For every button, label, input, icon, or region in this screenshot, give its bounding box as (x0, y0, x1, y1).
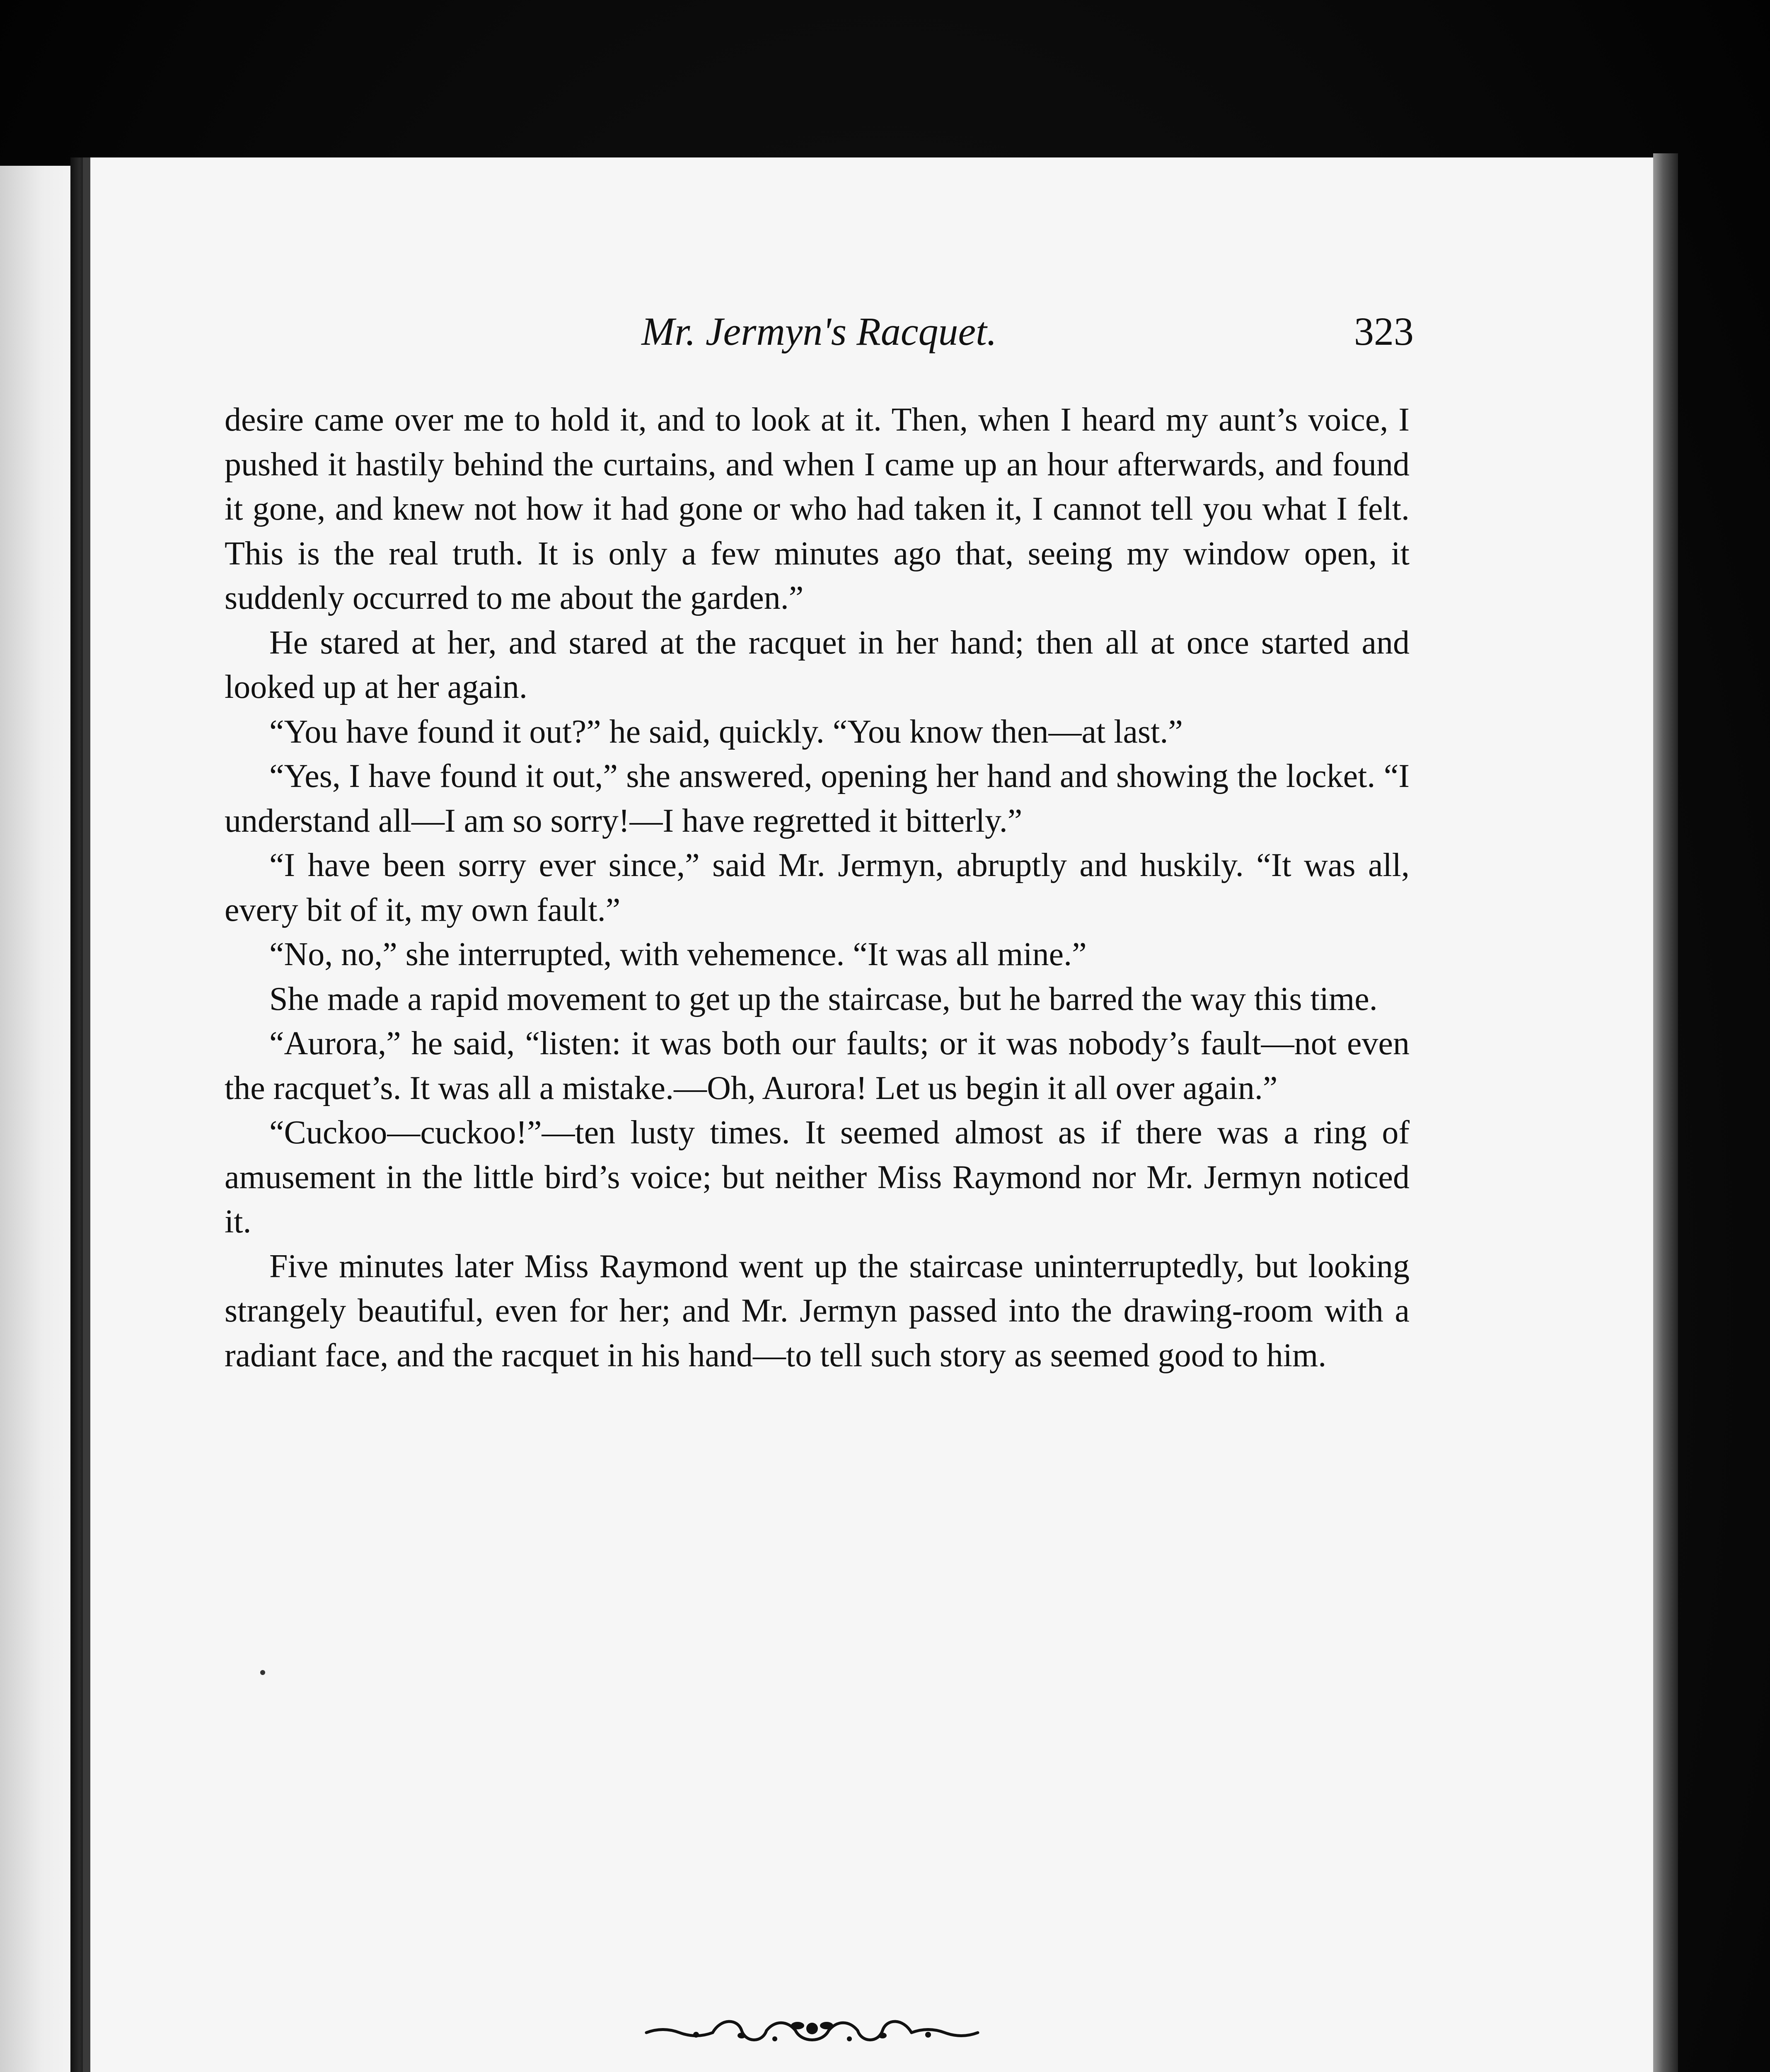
paragraph: “I have been sorry ever since,” said Mr. Jermyn, abruptly and huskily. “It was all, every bit of it, my own fault.” (225, 847, 1410, 928)
paragraph: desire came over me to hold it, and to look at it. Then, when I heard my aunt’s voice, I pushed it hastily behind the curtains, and when I came up an hour afterwards, and found it gone, and knew not how it had gone or who had taken it, I cannot tell you what I felt. This is the real truth. It is only a few minutes ago that, seeing my window open, it suddenly occurred to me about the garden.” (225, 402, 1410, 616)
facing-page-edge (0, 166, 70, 2072)
paragraph: “Cuckoo—cuckoo!”—ten lusty times. It seemed almost as if there was a ring of amusement in the little bird’s voice; but neither Miss Raymond nor Mr. Jermyn noticed it. (225, 1114, 1410, 1240)
page-stack-edge (1653, 153, 1678, 2072)
paragraph: She made a rapid movement to get up the staircase, but he barred the way this time. (269, 980, 1378, 1017)
paragraph: “You have found it out?” he said, quickly. “You know then—at last.” (269, 713, 1183, 750)
running-title: Mr. Jermyn's Racquet. (641, 309, 997, 353)
paragraph: He stared at her, and stared at the racquet in her hand; then all at once started and looked up at her again. (225, 624, 1410, 705)
paragraph: “Aurora,” he said, “listen: it was both our faults; or it was nobody’s fault—not even the racquet’s. It was all a mistake.—Oh, Aurora! Let us begin it all over again.” (225, 1025, 1410, 1106)
stray-ink-mark (260, 1670, 265, 1675)
paragraph: “Yes, I have found it out,” she answered, opening her hand and showing the locket. “I understand all—I am so sorry!—I have regretted it bitterly.” (225, 758, 1410, 839)
running-head (225, 307, 1414, 356)
paragraph: “No, no,” she interrupted, with vehemence. “It was all mine.” (269, 936, 1087, 973)
paragraph: Five minutes later Miss Raymond went up the staircase uninterruptedly, but looking strangely beautiful, even for her; and Mr. Jermyn passed into the drawing-room with a radiant face, and the racquet in his hand—to tell such story as seemed good to him. (225, 1248, 1410, 1374)
body-text (225, 398, 1410, 1378)
tailpiece-ornament-icon (638, 2010, 986, 2055)
page-number: 323 (1354, 309, 1414, 353)
